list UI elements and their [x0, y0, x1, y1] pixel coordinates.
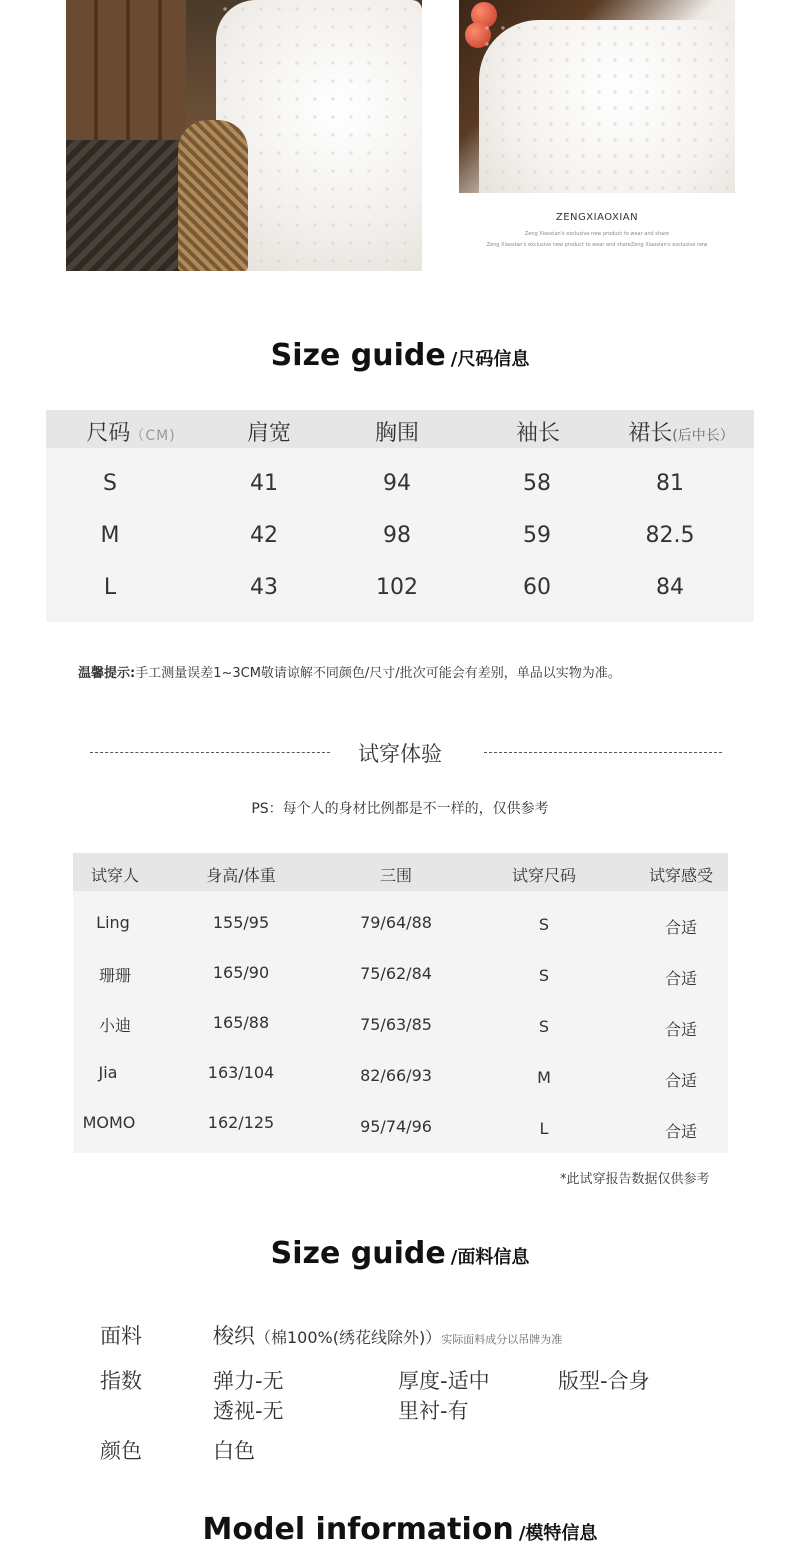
fabric-index-label: 指数	[100, 1369, 142, 1393]
material-detail: （棉100%(绣花线除外)）	[255, 1328, 442, 1347]
brand-name: ZENGXIAOXIAN	[555, 212, 639, 223]
try-on-table	[73, 853, 728, 1153]
size-cell: 60	[523, 575, 551, 600]
size-guide-heading	[0, 338, 800, 373]
try-cell: 95/74/96	[360, 1117, 432, 1136]
size-cell: S	[103, 471, 117, 496]
size-guide-title: Size guide	[270, 338, 446, 373]
size-header-shoulder: 肩宽	[246, 421, 291, 446]
index-item: 里衬-有	[398, 1399, 469, 1423]
product-photo-right	[459, 0, 735, 193]
size-cell: 94	[383, 471, 411, 496]
fabric-heading	[0, 1236, 800, 1271]
size-header-size: 尺码（CM)	[86, 421, 176, 446]
try-cell: 合适	[664, 1020, 697, 1039]
dashed-divider-right	[484, 752, 722, 753]
fabric-title: Size guide	[270, 1236, 446, 1271]
white-shirt-closeup	[479, 20, 735, 193]
index-item: 版型-合身	[558, 1369, 650, 1393]
try-cell: 162/125	[207, 1113, 275, 1132]
size-cell: 84	[656, 575, 684, 600]
size-cell: 58	[523, 471, 551, 496]
size-cell: 102	[376, 575, 418, 600]
size-cell: 42	[250, 523, 278, 548]
try-header-size: 试穿尺码	[511, 866, 576, 885]
model-subtitle: /模特信息	[518, 1523, 598, 1544]
try-cell: 155/95	[212, 913, 270, 932]
notice-text: 手工测量误差1~3CM敬请谅解不同颜色/尺寸/批次可能会有差别，单品以实物为准。	[135, 666, 621, 681]
index-item: 厚度-适中	[398, 1369, 490, 1393]
try-cell: 75/63/85	[360, 1015, 432, 1034]
try-cell: 合适	[664, 1071, 697, 1090]
size-cell: 59	[523, 523, 551, 548]
size-cell: 43	[250, 575, 278, 600]
index-item: 弹力-无	[213, 1369, 284, 1393]
try-cell: L	[539, 1119, 549, 1138]
model-heading	[0, 1512, 800, 1547]
try-cell: 珊珊	[98, 966, 131, 985]
try-cell: S	[538, 915, 550, 934]
model-title: Model information	[202, 1512, 514, 1547]
size-header-bust: 胸围	[374, 421, 419, 446]
index-item: 透视-无	[213, 1399, 284, 1423]
try-on-title: 试穿体验	[358, 742, 442, 766]
fabric-subtitle: /面料信息	[450, 1247, 530, 1268]
size-cell: 81	[656, 471, 684, 496]
size-notice	[78, 662, 621, 681]
wall-panel	[66, 0, 186, 140]
try-cell: 82/66/93	[360, 1066, 432, 1085]
try-on-footnote: *此试穿报告数据仅供参考	[560, 1172, 710, 1187]
try-cell: 165/90	[212, 963, 270, 982]
try-cell: 合适	[664, 969, 697, 988]
try-on-ps: PS：每个人的身材比例都是不一样的，仅供参考	[251, 801, 549, 817]
try-cell: Ling	[96, 913, 130, 932]
fabric-material-label: 面料	[100, 1324, 142, 1348]
try-cell: 小迪	[98, 1016, 131, 1035]
fabric-material-value	[213, 1320, 562, 1350]
size-table	[46, 410, 754, 622]
try-cell: S	[538, 966, 550, 985]
try-header-person: 试穿人	[90, 866, 139, 885]
try-cell: MOMO	[82, 1113, 136, 1132]
fabric-color-value: 白色	[213, 1439, 255, 1463]
try-cell: 合适	[664, 1122, 697, 1141]
try-cell: 163/104	[207, 1063, 275, 1082]
size-cell: 82.5	[645, 523, 695, 548]
try-cell: S	[538, 1017, 550, 1036]
size-header-sleeve: 袖长	[515, 421, 560, 446]
brand-line-1: Zeng Xiaoxian's exclusive new product to wear and share	[524, 231, 670, 237]
try-header-feel: 试穿感受	[648, 866, 713, 885]
product-photo-left	[66, 0, 422, 271]
material-note: 实际面料成分以吊牌为准	[441, 1333, 563, 1346]
material-name: 梭织	[213, 1324, 255, 1348]
size-cell: M	[100, 523, 120, 548]
try-cell: 165/88	[212, 1013, 270, 1032]
try-header-height-weight: 身高/体重	[206, 866, 276, 885]
notice-label: 温馨提示:	[78, 666, 136, 681]
size-guide-subtitle: /尺码信息	[450, 349, 530, 370]
size-cell: 98	[383, 523, 411, 548]
try-cell: M	[537, 1068, 551, 1087]
try-cell: Jia	[98, 1063, 118, 1082]
try-header-measurements: 三围	[379, 866, 412, 885]
fabric-color-label: 颜色	[100, 1439, 142, 1463]
brand-line-2: Zeng Xiaoxian's exclusive new product to wear and shareZeng Xiaoxian's exclusive new	[486, 242, 708, 248]
size-cell: 41	[250, 471, 278, 496]
size-header-length: 裙长(后中长）	[628, 421, 734, 446]
try-cell: 合适	[664, 918, 697, 937]
size-cell: L	[103, 575, 117, 600]
try-cell: 75/62/84	[360, 964, 432, 983]
try-cell: 79/64/88	[360, 913, 432, 932]
woven-bag	[178, 120, 248, 271]
